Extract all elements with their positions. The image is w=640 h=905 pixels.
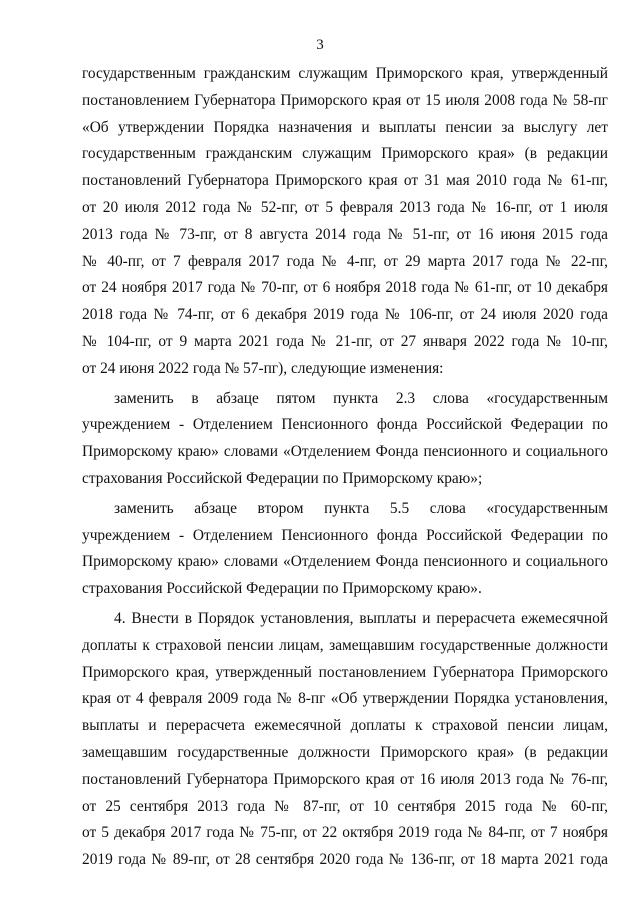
text-line: от 5 декабря 2017 года № 75-пг, от 22 октября 2019 года № 84-пг, от 7 ноября: [82, 824, 608, 842]
text-line: края от 4 февраля 2009 года № 8-пг «Об утверждении Порядка установления,: [82, 690, 608, 708]
text-line: «Об утверждении Порядка назначения и выплаты пенсии за выслугу лет: [82, 118, 608, 136]
text-line: от 24 ноября 2017 года № 70-пг, от 6 ноября 2018 года № 61-пг, от 10 декабря: [82, 279, 608, 297]
text-line: от 25 сентября 2013 года № 87-пг, от 10 сентября 2015 года № 60-пг,: [82, 797, 608, 815]
text-line: государственным гражданским служащим Приморского края, утвержденный: [82, 65, 608, 82]
paragraph-item-4: [82, 606, 608, 874]
text-line: от 24 июня 2022 года № 57-пг), следующие изменения:: [82, 359, 444, 377]
paragraph-amendment-5-5: [82, 496, 608, 603]
text-line: 2018 года № 74-пг, от 6 декабря 2019 года № 106-пг, от 24 июля 2020 года: [82, 306, 608, 324]
text-line: постановлением Губернатора Приморского края от 15 июля 2008 года № 58-пг: [82, 91, 608, 109]
text-line: постановлений Губернатора Приморского края от 16 июля 2013 года № 76-пг,: [82, 770, 608, 788]
text-line: постановлений Губернатора Приморского края от 31 мая 2010 года № 61-пг,: [82, 172, 608, 190]
text-line: 2019 года № 89-пг, от 28 сентября 2020 года № 136-пг, от 18 марта 2021 года: [82, 851, 608, 869]
text-line: страхования Российской Федерации по Приморскому краю».: [82, 580, 482, 598]
text-line: выплаты и перерасчета ежемесячной доплаты к страховой пенсии лицам,: [82, 717, 608, 735]
document-body: [82, 61, 608, 874]
paragraph-amendment-2-3: [82, 386, 608, 493]
text-line: замещавшим государственные должности Приморского края» (в редакции: [82, 743, 608, 761]
text-line: заменить абзаце втором пункта 5.5 слова «государственным: [114, 499, 608, 517]
text-line: учреждением - Отделением Пенсионного фонда Российской Федерации по: [82, 526, 608, 544]
text-line: Приморскому краю» словами «Отделением Фонда пенсионного и социального: [82, 553, 608, 571]
text-line: страхования Российской Федерации по Приморскому краю»;: [82, 469, 483, 487]
text-line: № 40-пг, от 7 февраля 2017 года № 4-пг, от 29 марта 2017 года № 22-пг,: [82, 252, 608, 270]
text-line: Приморского края, утвержденный постановлением Губернатора Приморского: [82, 663, 608, 681]
text-line: учреждением - Отделением Пенсионного фонда Российской Федерации по: [82, 416, 608, 434]
paragraph-continuation: [82, 61, 608, 383]
text-line: доплаты к страховой пенсии лицам, замещавшим государственные должности: [82, 636, 608, 654]
text-line: Приморскому краю» словами «Отделением Фонда пенсионного и социального: [82, 443, 608, 461]
text-line: 4. Внести в Порядок установления, выплаты и перерасчета ежемесячной: [114, 609, 608, 627]
text-line: государственным гражданским служащим Приморского края» (в редакции: [82, 145, 608, 163]
text-line: № 104-пг, от 9 марта 2021 года № 21-пг, от 27 января 2022 года № 10-пг,: [82, 332, 608, 350]
text-line: от 20 июля 2012 года № 52-пг, от 5 февраля 2013 года № 16-пг, от 1 июля: [82, 198, 608, 216]
text-line: 2013 года № 73-пг, от 8 августа 2014 года № 51-пг, от 16 июня 2015 года: [82, 225, 608, 243]
page-number: 3: [316, 37, 324, 53]
text-line: заменить в абзаце пятом пункта 2.3 слова «государственным: [114, 389, 608, 407]
